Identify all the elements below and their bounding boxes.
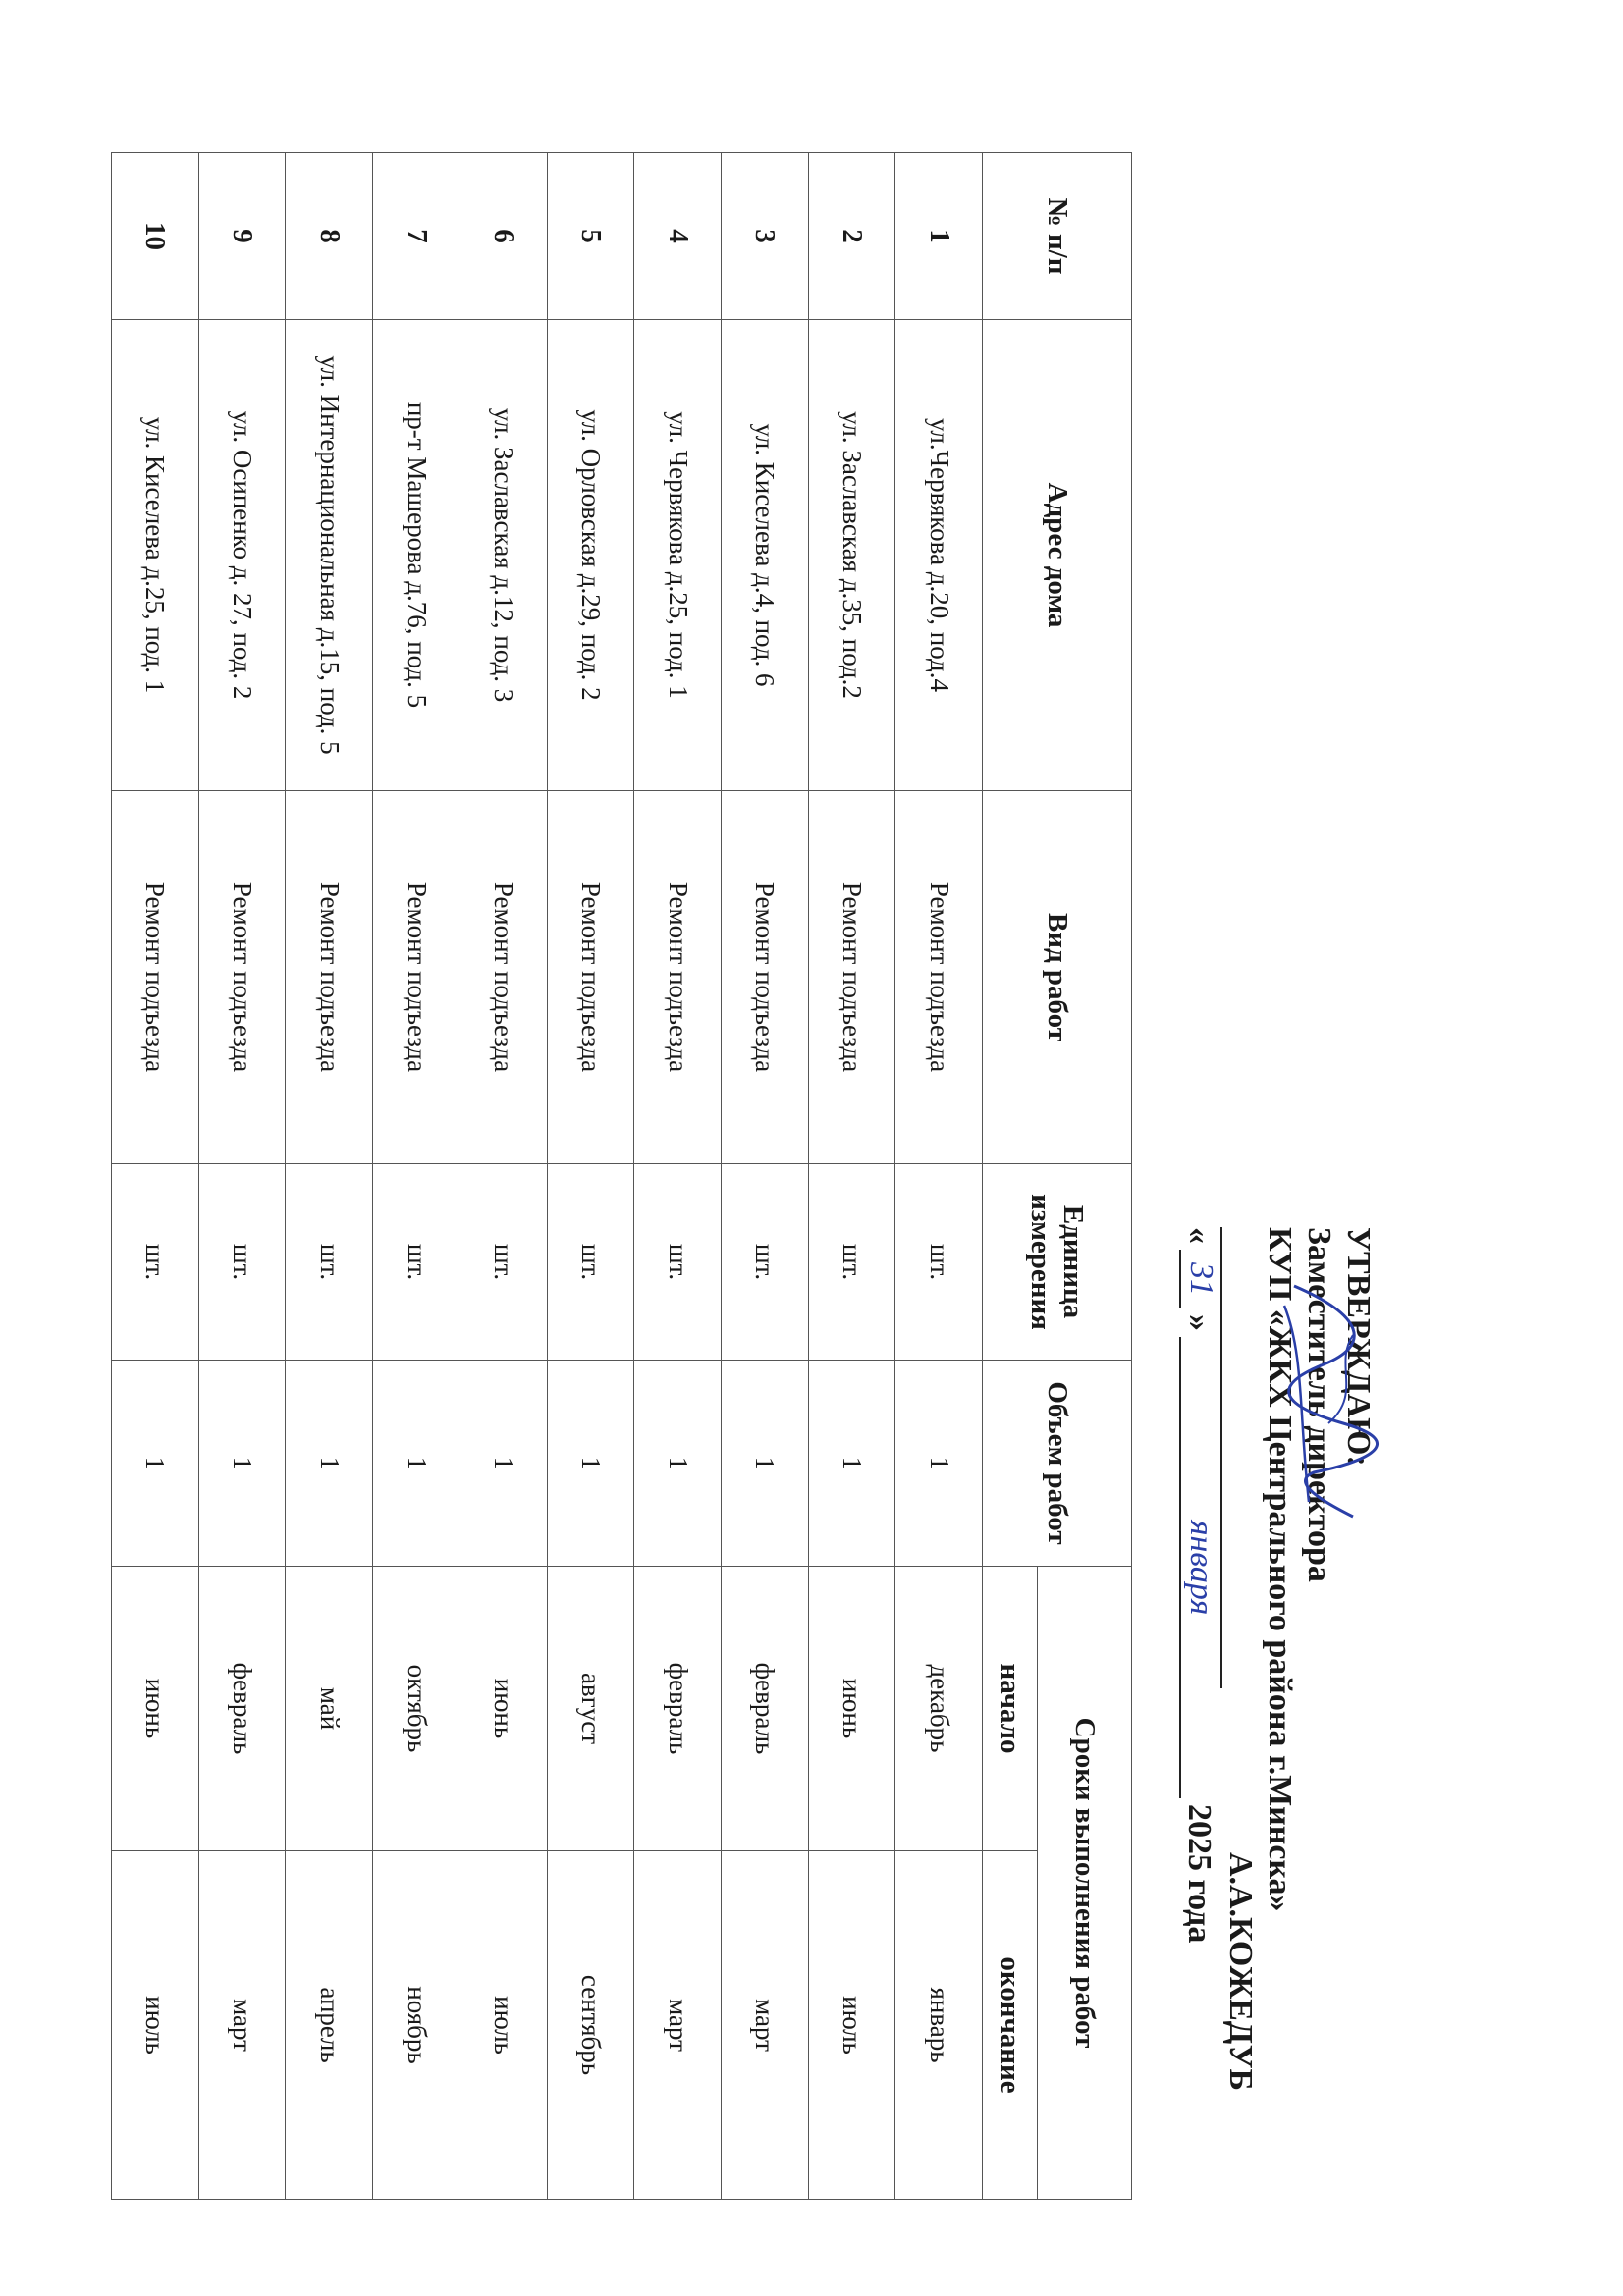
row-address: ул. Заславская д.12, под. 3 [460, 320, 547, 791]
table-row [460, 153, 547, 2200]
table-header-row [1038, 153, 1132, 2200]
table-row [634, 153, 722, 2200]
row-num: 6 [460, 153, 547, 320]
table-row [112, 153, 199, 2200]
row-volume: 1 [112, 1361, 199, 1567]
row-volume: 1 [634, 1361, 722, 1567]
row-volume: 1 [721, 1361, 808, 1567]
row-volume: 1 [198, 1361, 286, 1567]
row-work-type: Ремонт подъезда [808, 791, 895, 1164]
row-end: июль [460, 1851, 547, 2200]
row-start: декабрь [895, 1567, 983, 1851]
works-schedule-table [111, 152, 1132, 2200]
row-volume: 1 [547, 1361, 634, 1567]
row-volume: 1 [286, 1361, 373, 1567]
row-num: 5 [547, 153, 634, 320]
date-open-quote: « [1181, 1227, 1217, 1244]
row-address: ул. Орловская д.29, под. 2 [547, 320, 634, 791]
table-row [547, 153, 634, 2200]
row-end: январь [895, 1851, 983, 2200]
row-work-type: Ремонт подъезда [373, 791, 460, 1164]
header-volume: Объем работ [983, 1361, 1132, 1567]
table-row [721, 153, 808, 2200]
row-volume: 1 [460, 1361, 547, 1567]
row-unit: шт. [721, 1164, 808, 1361]
approval-signer: А.А.КОЖЕДУБ [1222, 1851, 1259, 2091]
row-start: июнь [808, 1567, 895, 1851]
header-terms: Сроки выполнения работ [1038, 1567, 1132, 2200]
row-num: 4 [634, 153, 722, 320]
date-close-quote: » [1181, 1314, 1217, 1331]
row-work-type: Ремонт подъезда [721, 791, 808, 1164]
row-start: май [286, 1567, 373, 1851]
row-work-type: Ремонт подъезда [112, 791, 199, 1164]
row-work-type: Ремонт подъезда [547, 791, 634, 1164]
row-num: 7 [373, 153, 460, 320]
row-start: июнь [112, 1567, 199, 1851]
row-address: ул. Интернациональная д.15, под. 5 [286, 320, 373, 791]
row-address: ул.Червякова д.20, под.4 [895, 320, 983, 791]
table-row [895, 153, 983, 2200]
row-work-type: Ремонт подъезда [895, 791, 983, 1164]
row-address: ул. Червякова д.25, под. 1 [634, 320, 722, 791]
row-unit: шт. [198, 1164, 286, 1361]
row-work-type: Ремонт подъезда [198, 791, 286, 1164]
header-address: Адрес дома [983, 320, 1132, 791]
table-row [373, 153, 460, 2200]
row-start: февраль [721, 1567, 808, 1851]
header-end: окончание [983, 1851, 1038, 2200]
row-address: пр-т Машерова д.76, под. 5 [373, 320, 460, 791]
row-volume: 1 [373, 1361, 460, 1567]
approval-organization: КУП «ЖКХ Центрального района г.Минска» [1262, 1227, 1298, 1912]
handwritten-signature-icon [1265, 1276, 1382, 1522]
row-start: февраль [198, 1567, 286, 1851]
row-unit: шт. [547, 1164, 634, 1361]
row-end: март [721, 1851, 808, 2200]
row-volume: 1 [808, 1361, 895, 1567]
row-num: 3 [721, 153, 808, 320]
row-end: март [634, 1851, 722, 2200]
table-body [112, 153, 983, 2200]
row-address: ул. Киселева д.25, под. 1 [112, 320, 199, 791]
date-year: 2025 года [1181, 1804, 1217, 1944]
approval-title: УТВЕРЖДАЮ: [1340, 1227, 1377, 1467]
row-num: 10 [112, 153, 199, 320]
row-work-type: Ремонт подъезда [286, 791, 373, 1164]
row-num: 8 [286, 153, 373, 320]
row-end: апрель [286, 1851, 373, 2200]
header-num: № п/п [983, 153, 1132, 320]
header-unit: Единица измерения [983, 1164, 1132, 1361]
date-day: 31 [1179, 1250, 1220, 1308]
row-address: ул. Осипенко д. 27, под. 2 [198, 320, 286, 791]
row-unit: шт. [112, 1164, 199, 1361]
row-start: июнь [460, 1567, 547, 1851]
date-month: января [1179, 1337, 1220, 1798]
row-end: ноябрь [373, 1851, 460, 2200]
row-volume: 1 [895, 1361, 983, 1567]
row-num: 2 [808, 153, 895, 320]
row-end: март [198, 1851, 286, 2200]
row-num: 1 [895, 153, 983, 320]
table-row [286, 153, 373, 2200]
row-address: ул. Киселева д.4, под. 6 [721, 320, 808, 791]
row-address: ул. Заславская д.35, под.2 [808, 320, 895, 791]
row-work-type: Ремонт подъезда [634, 791, 722, 1164]
row-num: 9 [198, 153, 286, 320]
row-end: сентябрь [547, 1851, 634, 2200]
header-work-type: Вид работ [983, 791, 1132, 1164]
signature-line [1220, 1227, 1252, 1688]
approval-date-row [1179, 1227, 1220, 2091]
row-start: октябрь [373, 1567, 460, 1851]
row-end: июль [808, 1851, 895, 2200]
row-work-type: Ремонт подъезда [460, 791, 547, 1164]
row-start: август [547, 1567, 634, 1851]
row-unit: шт. [895, 1164, 983, 1361]
row-start: февраль [634, 1567, 722, 1851]
row-unit: шт. [373, 1164, 460, 1361]
row-unit: шт. [808, 1164, 895, 1361]
header-start: начало [983, 1567, 1038, 1851]
row-end: июль [112, 1851, 199, 2200]
row-unit: шт. [286, 1164, 373, 1361]
row-unit: шт. [460, 1164, 547, 1361]
table-row [808, 153, 895, 2200]
row-unit: шт. [634, 1164, 722, 1361]
table-row [198, 153, 286, 2200]
signature-row [1220, 1227, 1260, 2091]
approval-position: Заместитель директора [1301, 1227, 1337, 1582]
